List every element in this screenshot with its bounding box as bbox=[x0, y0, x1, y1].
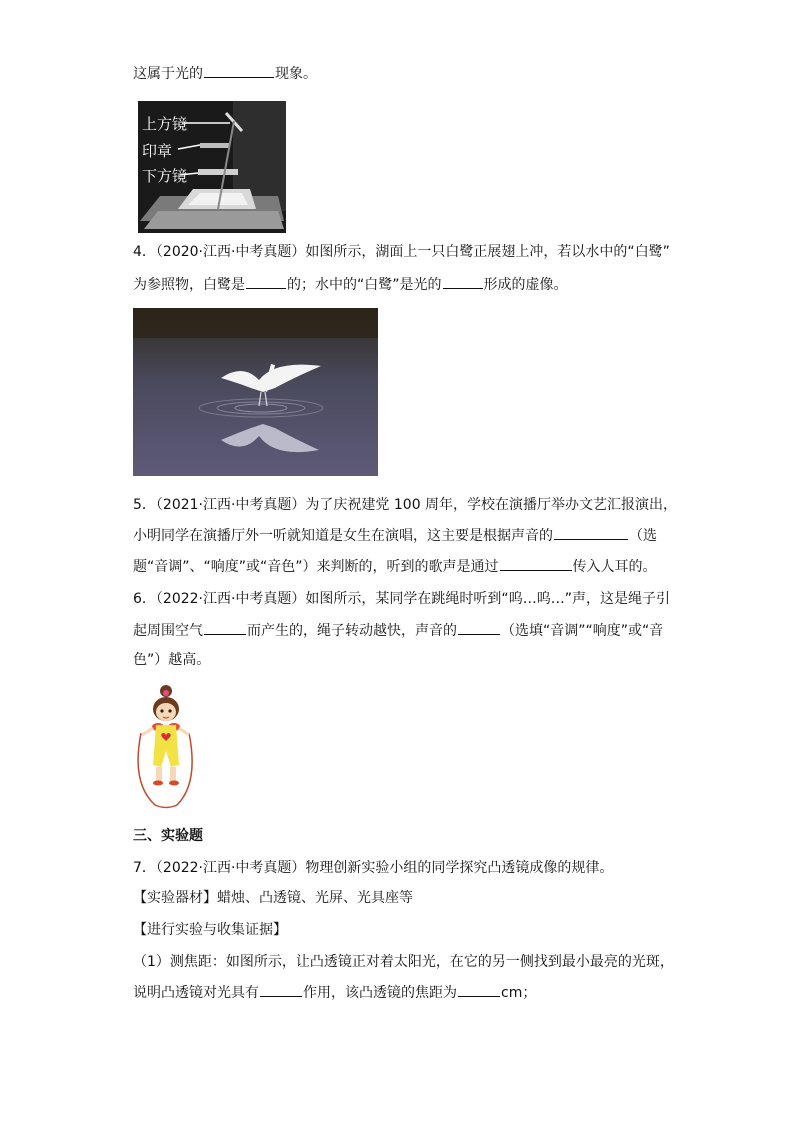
q5-line-3 bbox=[133, 556, 657, 577]
q3-tail-post: 现象。 bbox=[275, 66, 317, 82]
q3-tail-pre: 这属于光的 bbox=[133, 66, 203, 82]
q6-line-2 bbox=[133, 620, 663, 641]
q6-text-b: 而产生的，绳子转动越快，声音的 bbox=[247, 623, 457, 639]
q6-line-1: 6．（2022·江西·中考真题）如图所示，某同学在跳绳时听到“呜…呜…”声，这是绳子引 bbox=[133, 591, 670, 607]
q7-answer-blank-2[interactable] bbox=[458, 982, 500, 997]
q5-line-1: 5．（2021·江西·中考真题）为了庆祝建党 100 周年，学校在演播厅举办文艺汇报演出， bbox=[133, 497, 678, 513]
label-lower-mirror: 下方镜 bbox=[142, 167, 188, 185]
q4-answer-blank-1[interactable] bbox=[246, 274, 286, 289]
q7-step1-line-1: （1）测焦距：如图所示，让凸透镜正对着太阳光，在它的另一侧找到最小最亮的光斑， bbox=[133, 954, 674, 970]
q4-line-1: 4．（2020·江西·中考真题）如图所示，湖面上一只白鹭正展翅上冲，若以水中的“白鹭” bbox=[133, 244, 670, 260]
figure-lens-seal bbox=[138, 101, 286, 233]
q5-text-b: （选 bbox=[629, 528, 657, 544]
figure-jump-rope-girl bbox=[133, 683, 198, 810]
q4-text-c: 形成的虚像。 bbox=[483, 277, 568, 293]
q6-answer-blank-1[interactable] bbox=[204, 620, 246, 635]
q5-answer-blank-1[interactable] bbox=[554, 525, 628, 540]
section-heading-experiment: 三、实验题 bbox=[133, 828, 203, 844]
q7-step1-text-c: cm； bbox=[501, 985, 537, 1001]
q5-answer-blank-2[interactable] bbox=[500, 556, 572, 571]
q6-text-a: 起周围空气 bbox=[133, 623, 203, 639]
q5-text-d: 传入人耳的。 bbox=[572, 559, 657, 575]
q7-step1-text-b: 作用，该凸透镜的焦距为 bbox=[303, 985, 457, 1001]
q7-materials: 【实验器材】蜡烛、凸透镜、光屏、光具座等 bbox=[133, 890, 413, 906]
q7-line-1: 7．（2022·江西·中考真题）物理创新实验小组的同学探究凸透镜成像的规律。 bbox=[133, 860, 614, 876]
figure-jump-rope-drawing bbox=[133, 683, 198, 810]
q7-procedure: 【进行实验与收集证据】 bbox=[133, 922, 287, 938]
q4-line-2 bbox=[133, 274, 568, 295]
q3-tail-line bbox=[133, 63, 317, 84]
q7-step1-line-2 bbox=[133, 982, 536, 1003]
q4-text-b: 的；水中的“白鹭”是光的 bbox=[287, 277, 442, 293]
q5-line-2 bbox=[133, 525, 657, 546]
q6-line-3: 色”）越高。 bbox=[133, 652, 211, 668]
label-seal: 印章 bbox=[142, 142, 173, 160]
q5-text-c: 题“音调”、“响度”或“音色”）来判断的，听到的歌声是通过 bbox=[133, 559, 499, 575]
q5-text-a: 小明同学在演播厅外一听就知道是女生在演唱，这主要是根据声音的 bbox=[133, 528, 553, 544]
q7-answer-blank-1[interactable] bbox=[260, 982, 302, 997]
figure-egret-drawing bbox=[133, 308, 378, 476]
label-upper-mirror: 上方镜 bbox=[142, 115, 188, 133]
q4-answer-blank-2[interactable] bbox=[443, 274, 483, 289]
q4-text-a: 为参照物，白鹭是 bbox=[133, 277, 245, 293]
q3-answer-blank[interactable] bbox=[204, 63, 274, 78]
q7-step1-text-a: 说明凸透镜对光具有 bbox=[133, 985, 259, 1001]
q6-text-c: （选填“音调”“响度”或“音 bbox=[501, 623, 664, 639]
figure-egret bbox=[133, 308, 378, 476]
q6-answer-blank-2[interactable] bbox=[458, 620, 500, 635]
